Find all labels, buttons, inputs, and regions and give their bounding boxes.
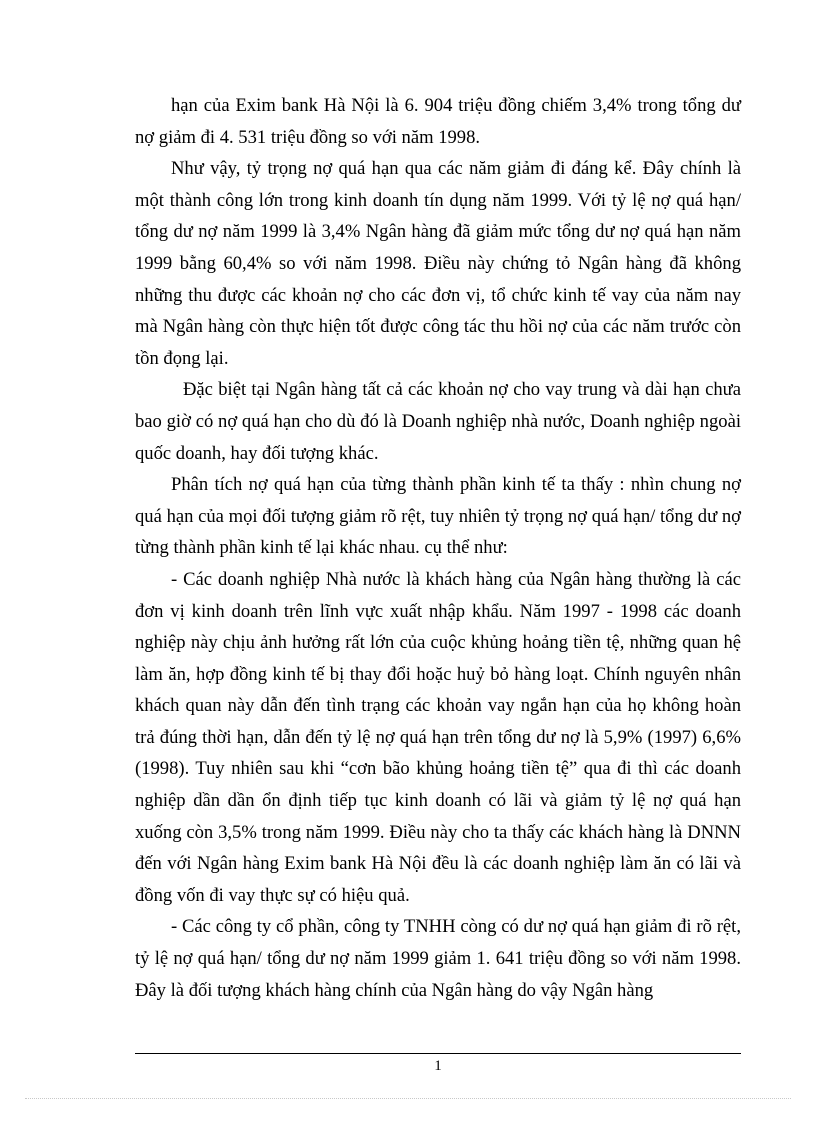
paragraph-4: Phân tích nợ quá hạn của từng thành phần kinh tế ta thấy : nhìn chung nợ quá hạn của mọi đối tượng giảm rõ rệt, tuy nhiên tỷ trọng nợ quá hạn/ tổng dư nợ từng thành phần kinh tế lại khác nhau. cụ thể như: xyxy=(135,474,741,559)
paragraph-6: - Các công ty cổ phần, công ty TNHH còng có dư nợ quá hạn giảm đi rõ rệt, tỷ lệ nợ quá hạn/ tổng dư nợ năm 1999 giảm 1. 641 triệu đồng so với năm 1998. Đây là đối tượng khách hàng chính của Ngân hàng do vậy Ngân hàng xyxy=(135,916,741,1001)
footer-divider xyxy=(135,1053,741,1054)
page-edge-divider xyxy=(25,1098,791,1099)
paragraph-5: - Các doanh nghiệp Nhà nước là khách hàng của Ngân hàng thường là các đơn vị kinh doanh trên lĩnh vực xuất nhập khẩu. Năm 1997 - 1998 các doanh nghiệp này chịu ảnh hưởng rất lớn của cuộc khủng hoảng tiền tệ, những quan hệ làm ăn, hợp đồng kinh tế bị thay đổi hoặc huỷ bỏ hàng loạt. Chính nguyên nhân khách quan này dẫn đến tình trạng các khoản vay ngắn hạn của họ không hoàn trả đúng thời hạn, dẫn đến tỷ lệ nợ quá hạn trên tổng dư nợ là 5,9% (1997) 6,6% (1998). Tuy nhiên sau khi “cơn bão khủng hoảng tiền tệ” qua đi thì các doanh nghiệp dần dần ổn định tiếp tục kinh doanh có lãi và giảm tỷ lệ nợ quá hạn xuống còn 3,5% trong năm 1999. Điều này cho ta thấy các khách hàng là DNNN đến với Ngân hàng Exim bank Hà Nội đều là các doanh nghiệp làm ăn có lãi và đồng vốn đi vay thực sự có hiệu quả. xyxy=(135,568,741,906)
paragraph-1: hạn của Exim bank Hà Nội là 6. 904 triệu đồng chiếm 3,4% trong tổng dư nợ giảm đi 4. 531 triệu đồng so với năm 1998. xyxy=(135,95,741,148)
paragraph-2: Như vậy, tỷ trọng nợ quá hạn qua các năm giảm đi đáng kể. Đây chính là một thành công lớn trong kinh doanh tín dụng năm 1999. Với tỷ lệ nợ quá hạn/ tổng dư nợ năm 1999 là 3,4% Ngân hàng đã giảm mức tổng dư nợ quá hạn năm 1999 bằng 60,4% so với năm 1998. Điều này chứng tỏ Ngân hàng đã không những thu được các khoản nợ cho các đơn vị, tổ chức kinh tế vay của năm nay mà Ngân hàng còn thực hiện tốt được công tác thu hồi nợ của các năm trước còn tồn đọng lại. xyxy=(135,158,741,369)
paragraph-3: Đặc biệt tại Ngân hàng tất cả các khoản nợ cho vay trung và dài hạn chưa bao giờ có nợ quá hạn cho dù đó là Doanh nghiệp nhà nước, Doanh nghiệp ngoài quốc doanh, hay đối tượng khác. xyxy=(135,379,741,464)
document-body xyxy=(135,90,741,1006)
page-number: 1 xyxy=(434,1058,442,1074)
